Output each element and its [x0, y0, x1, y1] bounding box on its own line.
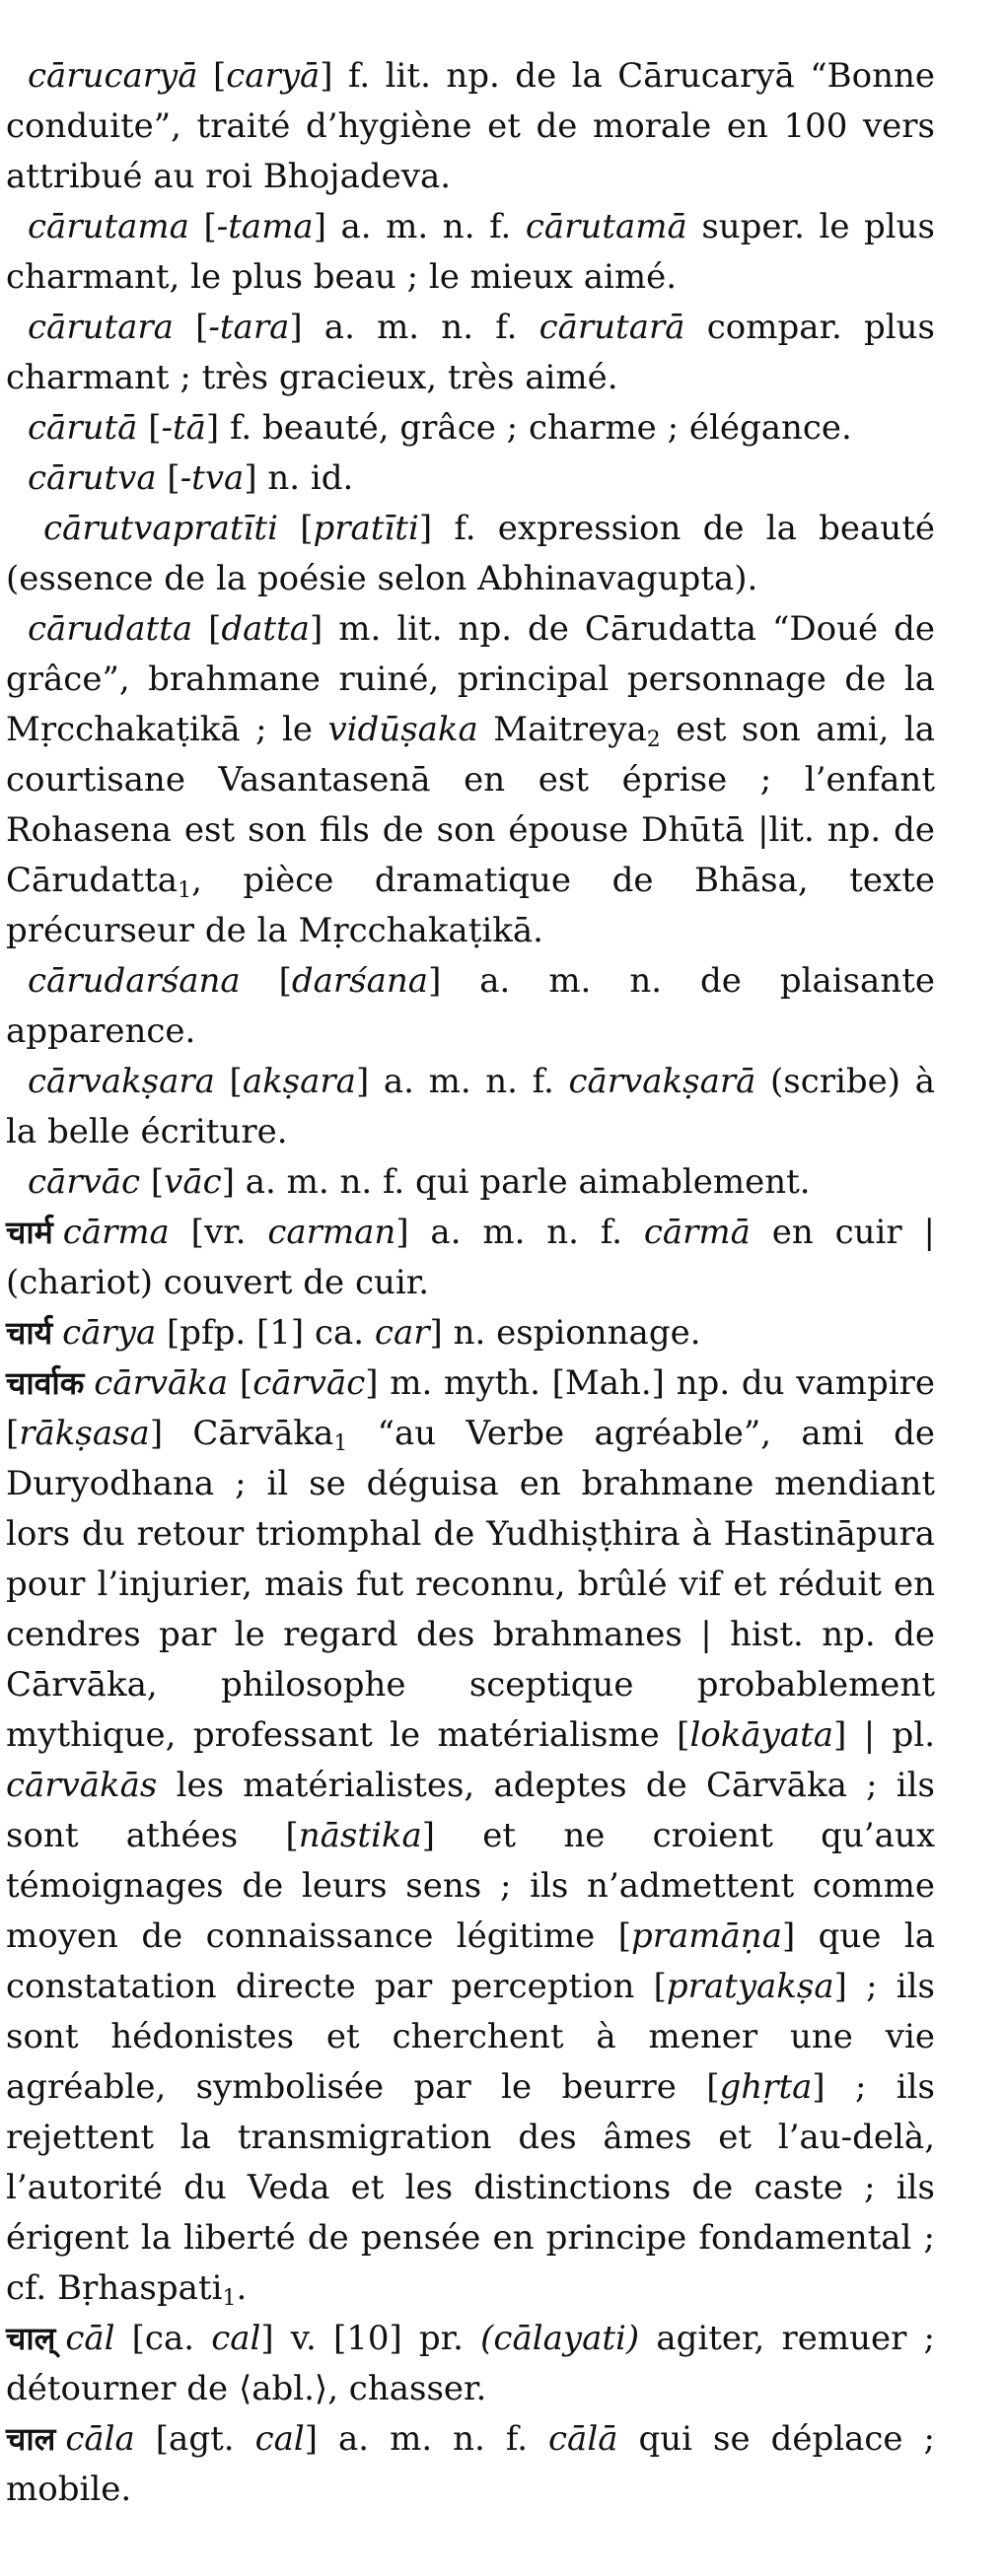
entry-text: ] | pl. [833, 1715, 936, 1755]
entry-text: , pièce dramatique de Bhāsa, texte précurseur de la Mṛcchakaṭikā. [6, 861, 935, 950]
entry-text: ] f. beauté, grâce ; charme ; élégance. [205, 408, 852, 448]
italic-term: datta [221, 609, 311, 649]
entry-text: ] f. expression de la beauté (essence de la poésie selon Abhinavagupta). [6, 509, 935, 598]
entry-text: ] v. [10] pr. [260, 2319, 481, 2358]
italic-term: pratyakṣa [666, 1967, 834, 2006]
entry-text: [ [173, 308, 209, 347]
dictionary-entry [6, 956, 935, 1057]
headword: cārvāka [94, 1363, 229, 1403]
headword: cārma [62, 1213, 170, 1252]
entry-text: . [236, 2268, 248, 2308]
devanagari-headword: चार्वाक [6, 1364, 85, 1402]
entry-text: [ [188, 207, 217, 246]
entry-text: [ [140, 1162, 165, 1202]
dictionary-entry [6, 453, 935, 504]
entry-text: [ [137, 408, 162, 448]
italic-term: -tva [179, 458, 245, 498]
dictionary-entry [6, 1358, 935, 2314]
italic-term: cārutamā [525, 207, 687, 246]
entry-text: ] a. m. n. f. qui parle aimablement. [221, 1162, 811, 1202]
entry-text: ] a. m. n. de plaisante apparence. [6, 961, 936, 1051]
entry-text: ] ; ils rejettent la transmigration des âmes et l’au-delà, l’autorité du Veda et les distinctions de caste ; ils érigent la liberté de pensée en principe fondamental ; cf. Bṛhaspati [6, 2067, 936, 2308]
entry-text: ] n. espionnage. [429, 1313, 701, 1353]
italic-term: nāstika [298, 1816, 422, 1855]
italic-term: pramāṇa [631, 1916, 782, 1956]
italic-term: carman [267, 1213, 396, 1252]
entry-text: est son ami, la courtisane Vasantasenā en est éprise ; l’enfant Rohasena est son fils de son épouse Dhūtā |lit. np. de Cārudatta [6, 710, 935, 900]
devanagari-headword: चाल [6, 2420, 56, 2458]
entry-text: qui se déplace ; mobile. [6, 2419, 935, 2509]
headword: cārutvapratīti [43, 509, 278, 548]
headword: cārvakṣara [28, 1062, 215, 1101]
devanagari-headword: चार्म [6, 1214, 53, 1251]
subscript-index: 1 [178, 878, 192, 903]
headword: cārutama [28, 207, 189, 246]
entry-text: ] a. m. n. f. [289, 308, 539, 347]
headword: cārudatta [28, 609, 193, 649]
entry-text: [vr. [169, 1213, 268, 1252]
headword: cārudarśana [28, 961, 241, 1001]
dictionary-entry [6, 403, 935, 453]
dictionary-entry [6, 504, 935, 604]
entry-text: ] et ne croient qu’aux témoignages de leurs sens ; ils n’admettent comme moyen de connaissance légitime [ [6, 1816, 935, 1956]
entry-text: Maitreya [477, 710, 647, 749]
entry-text: super. le plus charmant, le plus beau ; le mieux aimé. [6, 207, 935, 297]
entry-text: [ [197, 56, 227, 96]
headword: cārya [62, 1313, 157, 1353]
entry-text: [ [240, 961, 292, 1001]
italic-term: cārmā [643, 1213, 751, 1252]
entry-text: [pfp. [1] ca. [156, 1313, 375, 1353]
dictionary-entry [6, 2314, 935, 2414]
entry-text: [ [192, 609, 222, 649]
entry-text: ] a. m. n. f. [395, 1213, 644, 1252]
headword: cārutā [28, 408, 138, 448]
headword: cāla [65, 2419, 135, 2459]
dictionary-entry [6, 303, 935, 403]
dictionary-entry [6, 1157, 935, 1208]
entry-text: “au Verbe agréable”, ami de Duryodhana ; il se déguisa en brahmane mendiant lors du retour triomphal de Yudhiṣṭhira à Hastināpura pour l’injurier, mais fut reconnu, brûlé vif et réduit en cendres par le regard des brahmanes | hist. np. de Cārvāka, philosophe sceptique probablement mythique, professant le matérialisme [ [6, 1414, 935, 1755]
devanagari-headword: चाल् [6, 2320, 56, 2357]
entry-text: ] m. lit. np. de Cārudatta “Doué de grâce”, brahmane ruiné, principal personnage de la Mṛcchakaṭikā ; le [6, 609, 935, 749]
entry-text: [ [156, 458, 180, 498]
italic-term: cārvāc [252, 1363, 366, 1403]
italic-term: rākṣasa [19, 1414, 150, 1453]
italic-term: cārutarā [538, 308, 685, 347]
subscript-index: 1 [333, 1431, 348, 1456]
headword: cārucaryā [28, 56, 198, 96]
entry-text: compar. plus charmant ; très gracieux, très aimé. [6, 308, 935, 397]
entry-text: (scribe) à la belle écriture. [6, 1062, 935, 1151]
italic-term: cal [211, 2319, 261, 2358]
italic-term: cārvakṣarā [568, 1062, 756, 1101]
entry-text: ] n. id. [244, 458, 354, 498]
entry-text: ] a. m. n. f. [313, 207, 526, 246]
italic-term: -tama [216, 207, 314, 246]
italic-term: car [374, 1313, 430, 1353]
entry-text: ] que la constatation directe par perception [ [6, 1916, 936, 2006]
dictionary-entry [6, 1208, 935, 1308]
devanagari-headword: चार्य [6, 1314, 53, 1352]
italic-term: akṣara [242, 1062, 356, 1101]
entry-text: ] m. myth. [Mah.] np. du vampire [ [6, 1363, 935, 1453]
entry-text: [ [228, 1363, 253, 1403]
italic-term: ghṛta [719, 2067, 813, 2107]
italic-term: vāc [164, 1162, 222, 1202]
italic-term: -tara [208, 308, 290, 347]
subscript-index: 2 [646, 728, 661, 752]
dictionary-entry [6, 202, 935, 303]
headword: cārutara [28, 308, 174, 347]
italic-term: vidūṣaka [327, 710, 478, 749]
dictionary-entry [6, 1308, 935, 1358]
headword: cārvāc [28, 1162, 141, 1202]
italic-term: (cālayati) [480, 2319, 640, 2358]
entry-text: [ca. [114, 2319, 212, 2358]
entry-text: les matérialistes, adeptes de Cārvāka ; ils sont athées [ [6, 1766, 935, 1855]
entry-text: ] f. lit. np. de la Cārucaryā “Bonne conduite”, traité d’hygiène et de morale en 100 vers attribué au roi Bhojadeva. [6, 56, 935, 196]
dictionary-entry [6, 51, 935, 202]
entry-text: [ [277, 509, 314, 548]
italic-term: cālā [548, 2419, 618, 2459]
dictionary-entry [6, 2414, 935, 2515]
headword: cārutva [28, 458, 157, 498]
entry-text: agiter, remuer ; détourner de ⟨abl.⟩, chasser. [6, 2319, 936, 2408]
entry-text: en cuir | (chariot) couvert de cuir. [6, 1213, 935, 1302]
entry-text: ] a. m. n. f. [355, 1062, 569, 1101]
entry-text: ] Cārvāka [149, 1414, 334, 1453]
italic-term: -tā [161, 408, 206, 448]
entry-text: ] a. m. n. f. [304, 2419, 549, 2459]
entry-text: [agt. [134, 2419, 255, 2459]
italic-term: darśana [291, 961, 429, 1001]
italic-term: cārvākās [6, 1766, 158, 1805]
italic-term: pratīti [313, 509, 419, 548]
subscript-index: 1 [222, 2286, 237, 2311]
dictionary-entry [6, 604, 935, 956]
italic-term: caryā [226, 56, 321, 96]
dictionary-entry [6, 1057, 935, 1157]
headword: cāl [65, 2319, 115, 2358]
entry-text: ] ; ils sont hédonistes et cherchent à mener une vie agréable, symbolisée par le beurre [ [6, 1967, 935, 2107]
italic-term: cal [254, 2419, 305, 2459]
italic-term: lokāyata [689, 1715, 834, 1755]
entry-text: [ [214, 1062, 243, 1101]
